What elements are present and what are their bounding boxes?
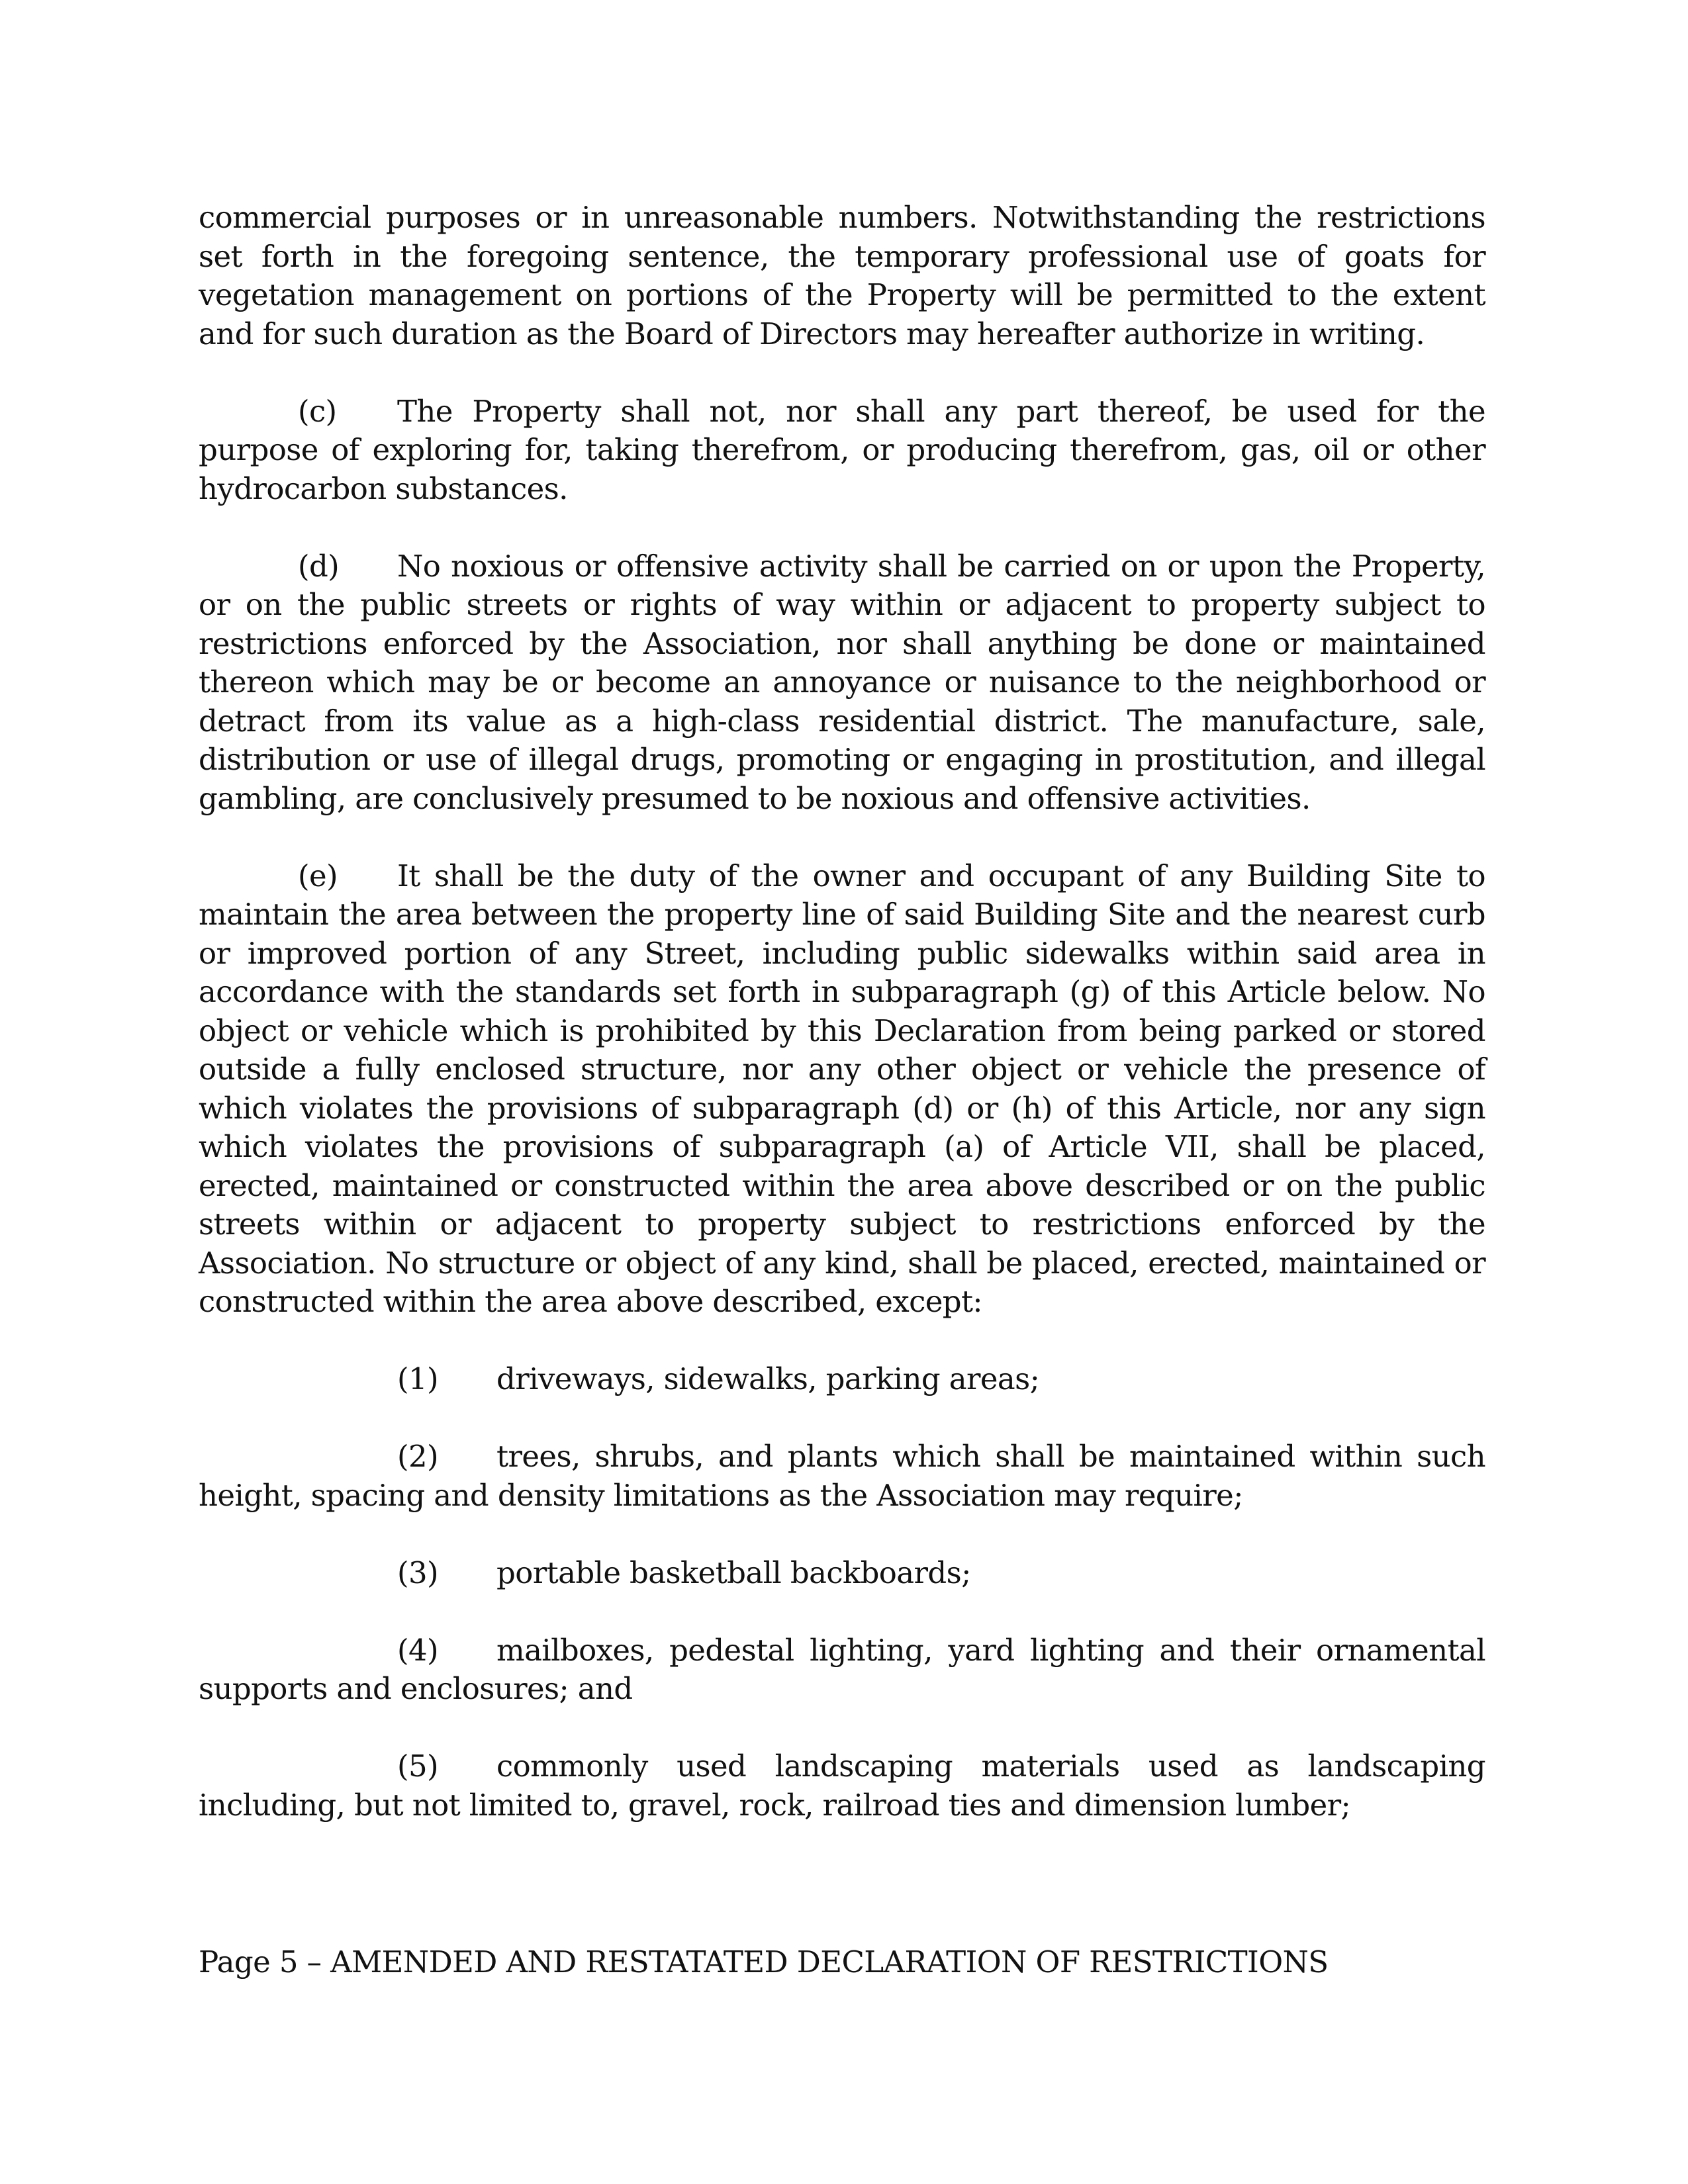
paragraph-d-label: (d) (298, 548, 340, 584)
list-item-2-text: trees, shrubs, and plants which shall be maintained within such height, spacing and density limitations as the Association may require; (199, 1439, 1485, 1513)
list-item-3-text: portable basketball backboards; (496, 1555, 971, 1590)
paragraph-d (199, 547, 1485, 819)
list-item-1-label: (1) (397, 1361, 438, 1396)
paragraph-intro-text: commercial purposes or in unreasonable numbers. Notwithstanding the restrictions set forth in the foregoing sentence, the temporary professional use of goats for vegetation management on portions of the Property will be permitted to the extent and for such duration as the Board of Directors may hereafter authorize in writing. (199, 200, 1485, 351)
document-body (199, 199, 1485, 1825)
list-item-4-label: (4) (397, 1632, 438, 1668)
list-item-2-label: (2) (397, 1439, 438, 1474)
paragraph-e-label: (e) (298, 858, 338, 893)
list-item-3-label: (3) (397, 1555, 438, 1590)
list-item-1-text: driveways, sidewalks, parking areas; (496, 1361, 1040, 1396)
paragraph-e-text: It shall be the duty of the owner and occupant of any Building Site to maintain the area between the property line of said Building Site and the nearest curb or improved portion of any Street, including public sidewalks within said area in accordance with the standards set forth in subparagraph (g) of this Article below. No object or vehicle which is prohibited by this Declaration from being parked or stored outside a fully enclosed structure, nor any other object or vehicle the presence of which violates the provisions of subparagraph (d) or (h) of this Article, nor any sign which violates the provisions of subparagraph (a) of Article VII, shall be placed, erected, maintained or constructed within the area above described or on the public streets within or adjacent to property subject to restrictions enforced by the Association. No structure or object of any kind, shall be placed, erected, maintained or constructed within the area above described, except: (199, 858, 1485, 1319)
list-item-1 (199, 1360, 1485, 1399)
paragraph-e (199, 857, 1485, 1322)
list-item-2 (199, 1437, 1485, 1515)
paragraph-intro (199, 199, 1485, 353)
list-item-3 (199, 1554, 1485, 1593)
list-item-5-label: (5) (397, 1749, 438, 1784)
list-item-4 (199, 1631, 1485, 1709)
paragraph-d-text: No noxious or offensive activity shall be carried on or upon the Property, or on the public streets or rights of way within or adjacent to property subject to restrictions enforced by the Association, nor shall anything be done or maintained thereon which may be or become an annoyance or nuisance to the neighborhood or detract from its value as a high-class residential district. The manufacture, sale, distribution or use of illegal drugs, promoting or engaging in prostitution, and illegal gambling, are conclusively presumed to be noxious and offensive activities. (199, 548, 1485, 816)
page-footer: Page 5 – AMENDED AND RESTATATED DECLARATION OF RESTRICTIONS (199, 1944, 1329, 1979)
paragraph-c-text: The Property shall not, nor shall any part thereof, be used for the purpose of exploring for, taking therefrom, or producing therefrom, gas, oil or other hydrocarbon substances. (199, 393, 1485, 506)
paragraph-c (199, 392, 1485, 509)
list-item-4-text: mailboxes, pedestal lighting, yard lighting and their ornamental supports and enclosures; and (199, 1632, 1485, 1706)
list-item-5 (199, 1747, 1485, 1825)
paragraph-c-label: (c) (298, 393, 337, 429)
list-item-5-text: commonly used landscaping materials used as landscaping including, but not limited to, gravel, rock, railroad ties and dimension lumber; (199, 1749, 1485, 1823)
